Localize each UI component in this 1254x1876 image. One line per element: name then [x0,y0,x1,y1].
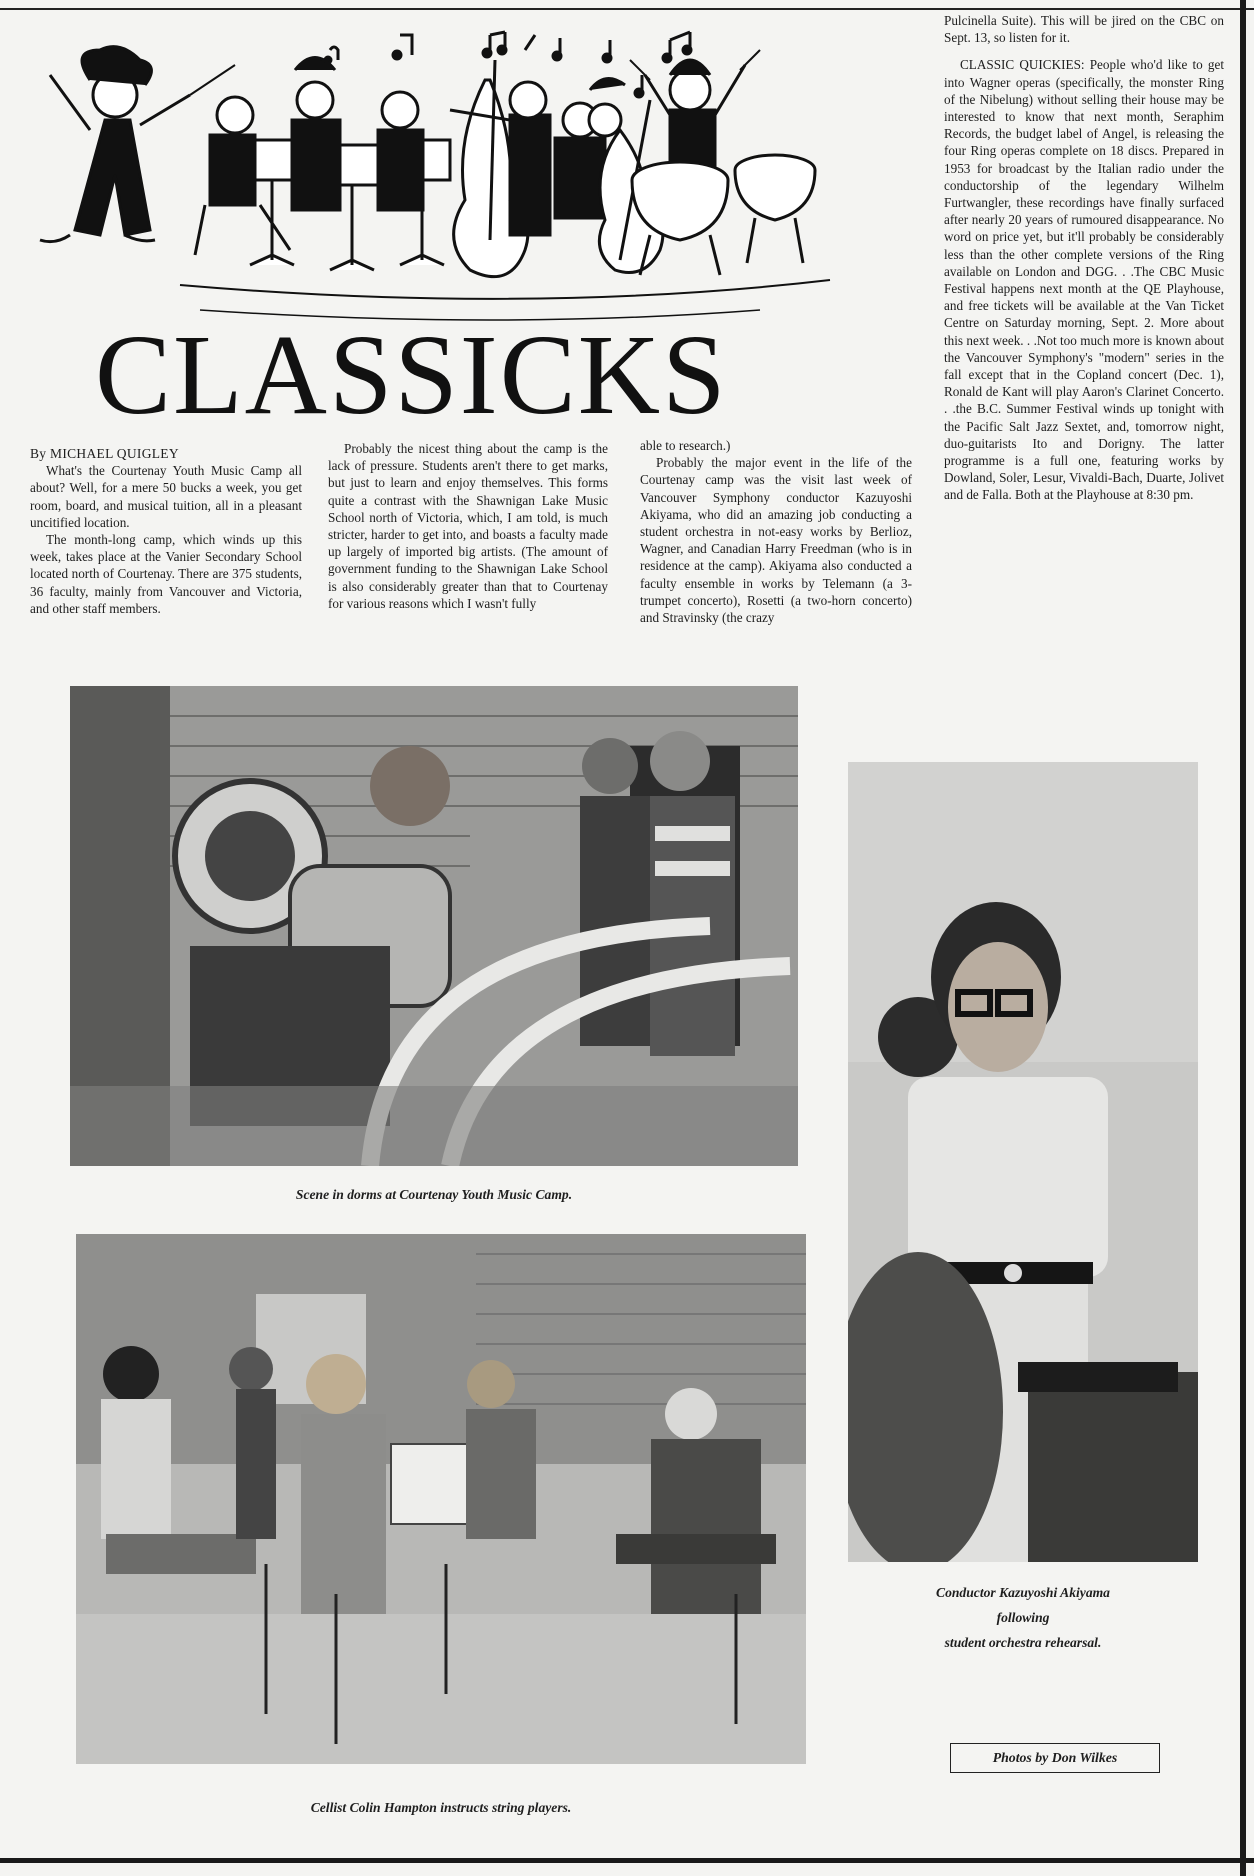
cartoon-violinists [195,58,423,256]
paragraph: CLASSIC QUICKIES: People who'd like to get into Wagner operas (specifically, the monster Ring of the Nibelung) without selling their house may be interested to know that next month, Seraphim Records, the budget label of Angel, is releasing the four Ring operas complete on 18 discs. Prepared in 1953 for broadcast by the Italian radio under the conductorship of the legendary Wilhelm Furtwangler, these recordings have finally surfaced after nearly 20 years of rumoured disappearance. No word on price yet, but it'll probably be considerably less than the other complete versions of the Ring available on London and DGG. . .The CBC Music Festival happens next month at the QE Playhouse, and free tickets will be available at the Van Ticket Centre on Saturday morning, Sept. 2. More about this next week. . .Not too much more is known about the Vancouver Symphony's "modern" series in the fall except that in the Copland concert (Dec. 1), Ronald de Kant will play Aaron's Clarinet Concerto. . .the B.C. Summer Festival winds up tonight with the Pacific Salt Jazz Sextet, and, tomorrow night, duo-guitarists Ito and Dorigny. The latter programme is a full one, featuring works by Dowland, Soler, Lesur, Vivaldi-Bach, Duarte, Jolivet and de Falla. Both at the Playhouse at 8:30 pm. [944,57,1224,503]
article-column-1 [30,445,302,617]
paragraph: The month-long camp, which winds up this week, takes place at the Vanier Secondary School located north of Courtenay. There are 375 students, 36 faculty, mainly from Vancouver and Victoria, and other staff members. [30,532,302,616]
article-column-3 [640,437,912,626]
article-column-4 [944,12,1224,504]
paragraph-continuation: able to research.) [640,438,731,453]
caption-line: student orchestra rehearsal. [944,1635,1102,1650]
cartoon-conductor-left [40,47,235,242]
caption-conductor [848,1580,1198,1655]
top-border-rule [0,8,1254,10]
article-column-2 [328,440,608,612]
caption-line: Conductor Kazuyoshi Akiyama [936,1585,1110,1600]
cartoon-double-bass [450,35,550,277]
byline: By MICHAEL QUIGLEY [30,446,179,461]
caption-dorms: Scene in dorms at Courtenay Youth Music Camp. [295,1187,573,1202]
music-notes-decoration [325,32,691,97]
photo-conductor-akiyama [848,762,1198,1562]
orchestra-cartoon-illustration [30,20,930,325]
paragraph: Probably the nicest thing about the camp is the lack of pressure. Students aren't there to get marks, but just to learn and enjoy themselves. This forms quite a contrast with the Shawnigan Lake Music School north of Victoria, which, I am told, is much stricter, harder to get into, and boasts a faculty made up largely of imported big artists. (The amount of government funding to the Shawnigan Lake School is also considerably greater than that to Courtenay for various reasons which I wasn't fully [328,441,608,611]
headline: CLASSICKS [95,311,728,438]
paragraph: What's the Courtenay Youth Music Camp all about? Well, for a mere 50 bucks a week, you get room, board, and musical tuition, all in a pleasant uncitified location. [30,463,302,530]
caption-line: following [996,1610,1050,1625]
photo-string-players [76,1234,806,1764]
right-border-rule [1240,0,1246,1876]
bottom-border-rule [0,1858,1254,1863]
caption-cellist: Cellist Colin Hampton instructs string players. [310,1800,572,1815]
paragraph-continuation: Pulcinella Suite). This will be jired on the CBC on Sept. 13, so listen for it. [944,13,1224,46]
paragraph: Probably the major event in the life of the Courtenay camp was the visit last week of Vancouver Symphony conductor Kazuyoshi Akiyama, who did an amazing job conducting a student orchestra in not-easy works by Berlioz, Wagner, and Canadian Harry Freedman (who is in residence at the camp). Akiyama also conducted a faculty ensemble in works by Telemann (a 3-trumpet concerto), Rosetti (a two-horn concerto) and Stravinsky (the crazy [640,455,912,626]
photo-credit-box: Photos by Don Wilkes [950,1743,1160,1773]
photo-dorms-tuba-trumpets [70,686,798,1166]
